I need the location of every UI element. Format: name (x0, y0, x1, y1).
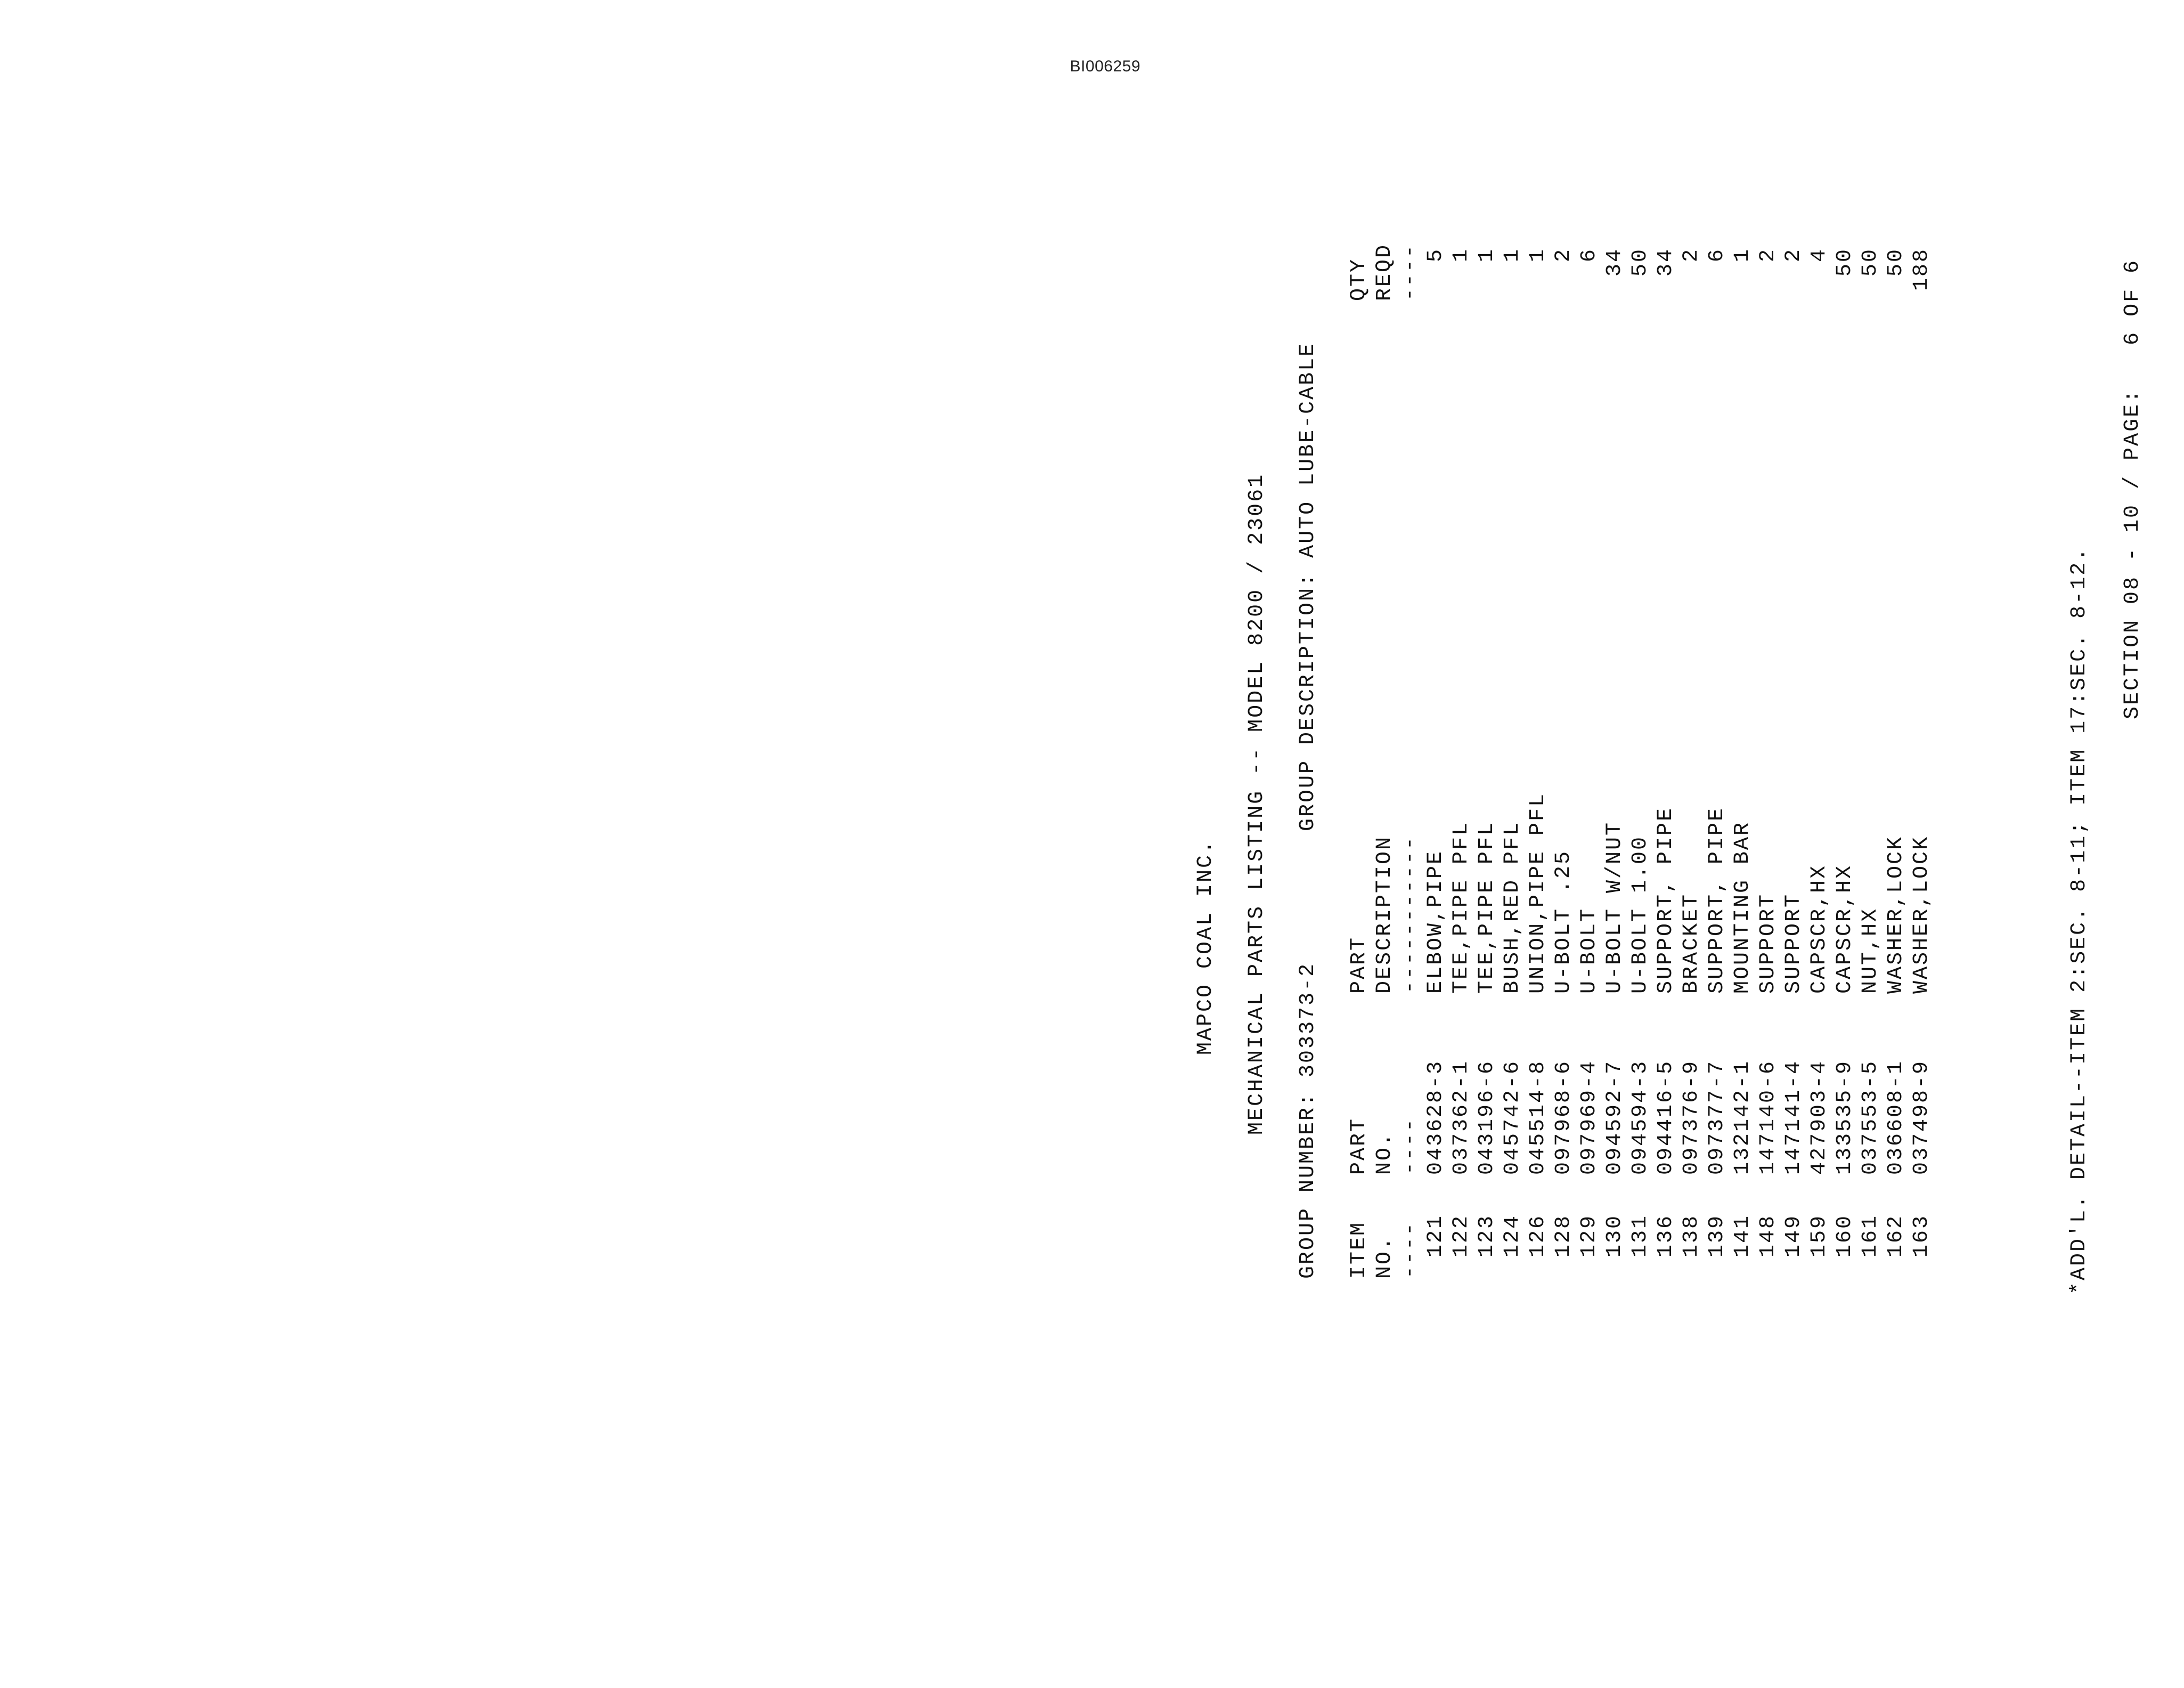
item-number: 139 (1705, 1214, 1729, 1257)
table-row (1705, 181, 1730, 1279)
document-id: BI006259 (1070, 58, 1140, 75)
quantity-required: 4 (1807, 248, 1831, 263)
table-row (1679, 181, 1705, 1279)
part-number: 147140-6 (1756, 1059, 1780, 1175)
part-description: U-BOLT 1.00 (1628, 835, 1652, 994)
table-row (1577, 181, 1602, 1279)
quantity-required: 2 (1756, 248, 1780, 263)
part-description: WASHER,LOCK (1884, 835, 1908, 994)
part-number: 045514-8 (1526, 1059, 1550, 1175)
table-row (1474, 181, 1500, 1279)
table-row (1909, 181, 1935, 1279)
quantity-required: 2 (1782, 248, 1806, 263)
item-number: 161 (1859, 1214, 1883, 1257)
part-description: CAPSCR,HX (1807, 864, 1831, 994)
group-description: GROUP DESCRIPTION: AUTO LUBE-CABLE (1296, 342, 1320, 831)
item-number: 124 (1501, 1214, 1525, 1257)
table-row (1602, 181, 1628, 1279)
part-description: U-BOLT W/NUT (1603, 821, 1627, 994)
table-row (1832, 181, 1858, 1279)
part-number: 037362-1 (1449, 1059, 1473, 1175)
part-number: 094594-3 (1628, 1059, 1652, 1175)
table-row (1551, 181, 1577, 1279)
part-number: 427903-4 (1807, 1059, 1831, 1175)
header-rule-row (1398, 181, 1423, 1279)
part-description: U-BOLT (1577, 907, 1601, 994)
part-description: NUT,HX (1859, 907, 1883, 994)
table-row (1756, 181, 1781, 1279)
part-no-header-rule: ---- (1398, 1117, 1422, 1175)
part-number: 094592-7 (1603, 1059, 1627, 1175)
part-description: ELBOW,PIPE (1424, 849, 1448, 994)
part-number: 097969-4 (1577, 1059, 1601, 1175)
part-number: 147141-4 (1782, 1059, 1806, 1175)
part-number: 133535-9 (1833, 1059, 1857, 1175)
table-row (1500, 181, 1526, 1279)
part-description: CAPSCR,HX (1833, 864, 1857, 994)
table-row (1628, 181, 1653, 1279)
part-number: 132142-1 (1731, 1059, 1755, 1175)
quantity-required: 5 (1424, 248, 1448, 263)
quantity-required: 34 (1654, 248, 1678, 277)
part-number: 097968-6 (1552, 1059, 1576, 1175)
item-header-top: ITEM (1347, 1221, 1371, 1279)
part-number: 043196-6 (1475, 1059, 1499, 1175)
qty-header-rule: ---- (1398, 243, 1422, 301)
table-row (1653, 181, 1679, 1279)
part-description: BRACKET (1680, 892, 1704, 994)
part-number: 094416-5 (1654, 1059, 1678, 1175)
item-number: 131 (1628, 1214, 1652, 1257)
quantity-required: 6 (1577, 248, 1601, 263)
item-header-bottom: NO. (1373, 1235, 1397, 1279)
part-number: 045742-6 (1501, 1059, 1525, 1175)
table-row (1730, 181, 1756, 1279)
listing-title: MECHANICAL PARTS LISTING -- MODEL 8200 / 23061 (1245, 473, 1269, 1135)
item-number: 122 (1449, 1214, 1473, 1257)
quantity-required: 50 (1884, 248, 1908, 277)
table-row (1526, 181, 1551, 1279)
quantity-required: 1 (1501, 248, 1525, 263)
part-no-header-top: PART (1347, 1117, 1371, 1175)
quantity-required: 1 (1475, 248, 1499, 263)
part-number: 097377-7 (1705, 1059, 1729, 1175)
item-number: 123 (1475, 1214, 1499, 1257)
item-number: 130 (1603, 1214, 1627, 1257)
description-header-rule: ----------- (1398, 835, 1422, 994)
item-number: 149 (1782, 1214, 1806, 1257)
table-row (1781, 181, 1807, 1279)
part-number: 037553-5 (1859, 1059, 1883, 1175)
quantity-required: 50 (1628, 248, 1652, 277)
part-description: SUPPORT (1782, 892, 1806, 994)
part-description: UNION,PIPE PFL (1526, 792, 1550, 994)
item-header-rule: ---- (1398, 1221, 1422, 1279)
item-number: 163 (1910, 1214, 1934, 1257)
item-number: 159 (1807, 1214, 1831, 1257)
rotated-parts-listing (1193, 181, 2184, 1295)
part-description: TEE,PIPE PFL (1475, 821, 1499, 994)
quantity-required: 50 (1859, 248, 1883, 277)
part-description: BUSH,RED PFL (1501, 821, 1525, 994)
table-row (1884, 181, 1909, 1279)
section-page-indicator: SECTION 08 - 10 / PAGE: 6 OF 6 (2121, 258, 2145, 719)
item-number: 121 (1424, 1214, 1448, 1257)
part-description: SUPPORT, PIPE (1654, 806, 1678, 994)
part-number: 036608-1 (1884, 1059, 1908, 1175)
table-row (1858, 181, 1884, 1279)
part-description: TEE,PIPE PFL (1449, 821, 1473, 994)
qty-header-bottom: REQD (1373, 243, 1397, 301)
quantity-required: 188 (1910, 248, 1934, 291)
part-no-header-bottom: NO. (1373, 1131, 1397, 1175)
table-row (1423, 181, 1449, 1279)
quantity-required: 1 (1526, 248, 1550, 263)
table-row (1807, 181, 1832, 1279)
part-number: 043628-3 (1424, 1059, 1448, 1175)
part-number: 097376-9 (1680, 1059, 1704, 1175)
qty-header-top: QTY (1347, 257, 1371, 301)
part-description: U-BOLT .25 (1552, 849, 1576, 994)
header-row-1 (1347, 181, 1372, 1279)
footnote: *ADD'L. DETAIL--ITEM 2:SEC. 8-11; ITEM 17:SEC. 8-12. (2067, 546, 2091, 1295)
part-description: SUPPORT (1756, 892, 1780, 994)
part-description: SUPPORT, PIPE (1705, 806, 1729, 994)
item-number: 136 (1654, 1214, 1678, 1257)
group-number: GROUP NUMBER: 303373-2 (1296, 962, 1320, 1279)
company-name: MAPCO COAL INC. (1194, 839, 1218, 1055)
item-number: 128 (1552, 1214, 1576, 1257)
quantity-required: 50 (1833, 248, 1857, 277)
item-number: 126 (1526, 1214, 1550, 1257)
item-number: 162 (1884, 1214, 1908, 1257)
part-description: WASHER,LOCK (1910, 835, 1934, 994)
quantity-required: 2 (1552, 248, 1576, 263)
item-number: 129 (1577, 1214, 1601, 1257)
item-number: 160 (1833, 1214, 1857, 1257)
item-number: 148 (1756, 1214, 1780, 1257)
quantity-required: 34 (1603, 248, 1627, 277)
quantity-required: 2 (1680, 248, 1704, 263)
item-number: 141 (1731, 1214, 1755, 1257)
description-header-top: PART (1347, 936, 1371, 994)
quantity-required: 1 (1731, 248, 1755, 263)
header-row-2 (1372, 181, 1398, 1279)
part-description: MOUNTING BAR (1731, 821, 1755, 994)
quantity-required: 1 (1449, 248, 1473, 263)
table-row (1449, 181, 1474, 1279)
quantity-required: 6 (1705, 248, 1729, 263)
part-number: 037498-9 (1910, 1059, 1934, 1175)
item-number: 138 (1680, 1214, 1704, 1257)
description-header-bottom: DESCRIPTION (1373, 835, 1397, 994)
